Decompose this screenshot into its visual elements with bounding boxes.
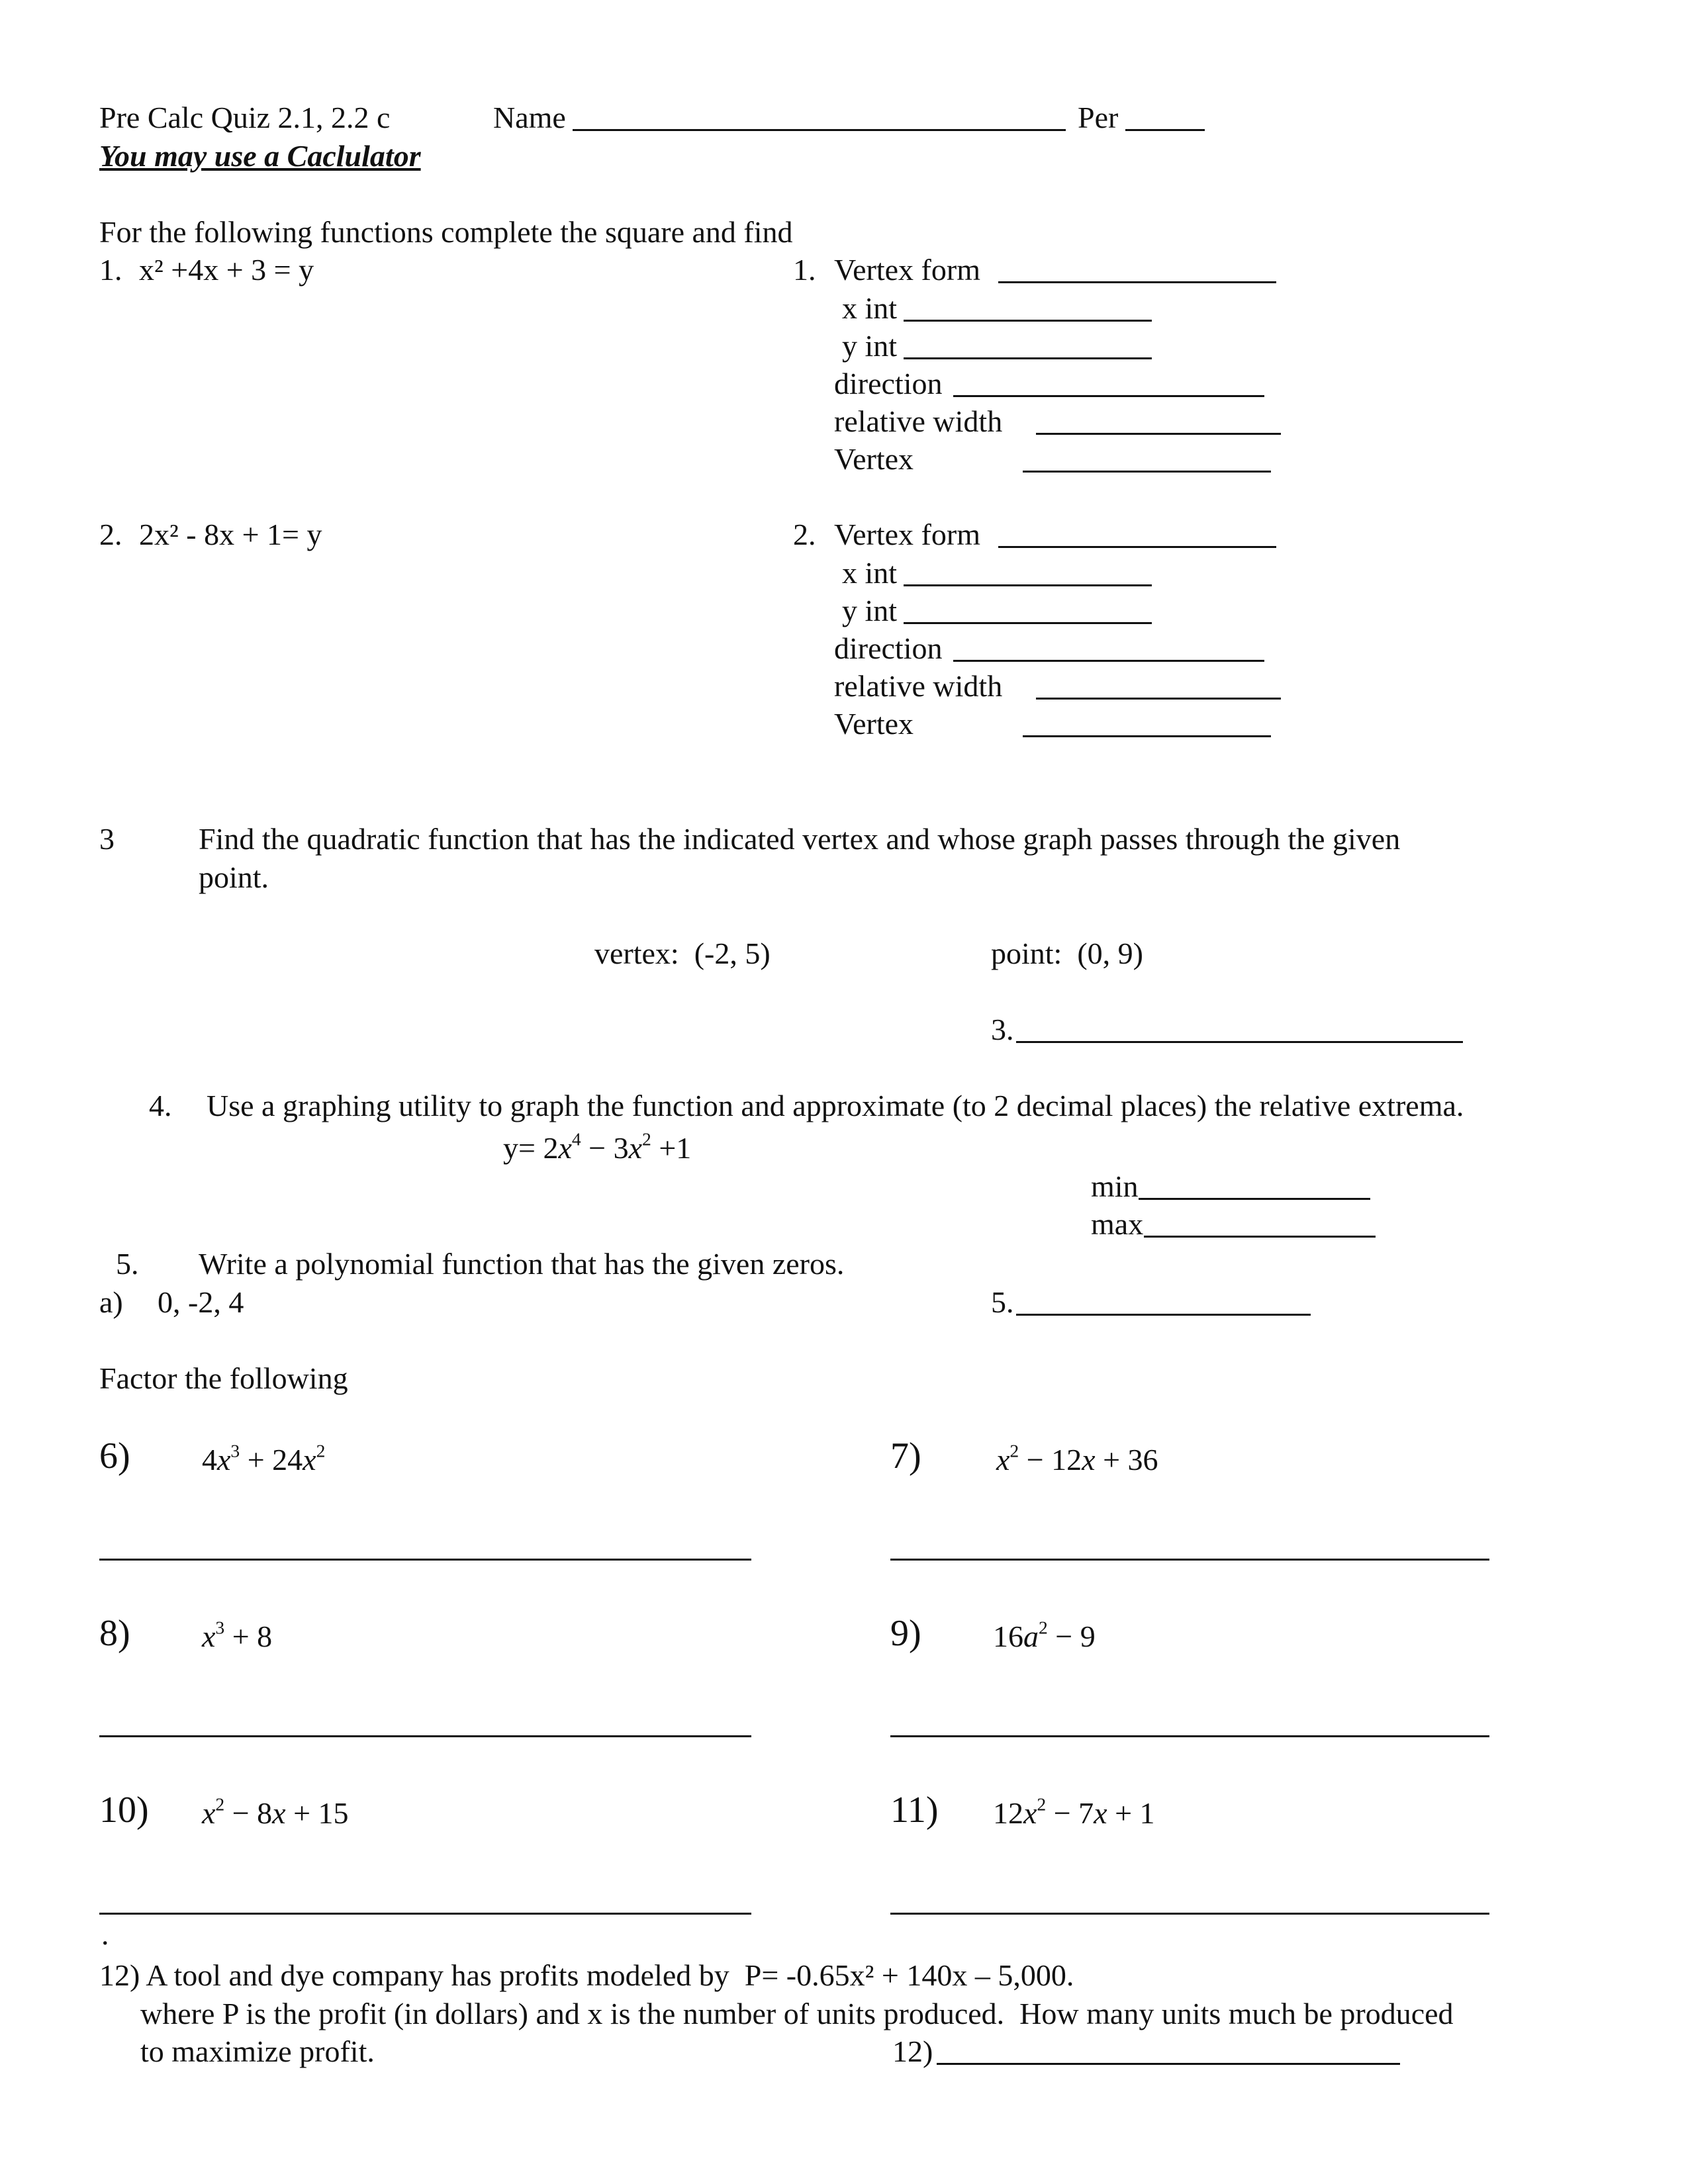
a2-direction-field[interactable] [953, 660, 1264, 662]
q8-expression: $x^3 + 8$ [202, 1617, 273, 1653]
calculator-note: You may use a Caclulator [99, 139, 421, 173]
q7-number: 7) [890, 1435, 921, 1477]
a2-relative-width-field[interactable] [1036, 698, 1281, 700]
a2-vertex-label: Vertex [834, 707, 914, 741]
q9-number: 9) [890, 1613, 921, 1654]
q3-number: 3 [99, 822, 115, 856]
name-field[interactable] [573, 129, 1066, 131]
q5-number: 5. [116, 1247, 139, 1281]
q4-min-field[interactable] [1139, 1198, 1370, 1200]
name-label: Name [493, 101, 566, 134]
a1-y-int-field[interactable] [904, 357, 1152, 359]
a1-direction-field[interactable] [953, 395, 1264, 397]
q3-text-line1: Find the quadratic function that has the indicated vertex and whose graph passes through the given [199, 822, 1401, 856]
q9-expression: $16a^2 - 9$ [993, 1617, 1096, 1653]
q4-max-field[interactable] [1144, 1236, 1376, 1238]
q2-number: 2. [99, 518, 122, 551]
q4-text: Use a graphing utility to graph the function and approximate (to 2 decimal places) the relative extrema. [207, 1089, 1464, 1122]
a1-number: 1. [793, 253, 816, 287]
a1-vertex-form-label: Vertex form [834, 253, 980, 287]
q1-equation: x² +4x + 3 = y [139, 253, 314, 287]
q10-answer-field[interactable] [99, 1913, 751, 1915]
a2-y-int-label: y int [842, 594, 898, 627]
q10-number: 10) [99, 1790, 149, 1831]
a2-vertex-field[interactable] [1023, 735, 1271, 737]
q2-equation: 2x² - 8x + 1= y [139, 518, 322, 551]
q8-number: 8) [99, 1613, 130, 1654]
q6-expression: $4x^3 + 24x^2$ [202, 1440, 326, 1477]
q6-answer-field[interactable] [99, 1559, 751, 1561]
q6-number: 6) [99, 1435, 130, 1477]
q12-line1: 12) A tool and dye company has profits modeled by P= -0.65x² + 140x – 5,000. [99, 1958, 1074, 1992]
period-label: Per [1078, 101, 1119, 134]
q4-number: 4. [149, 1089, 172, 1122]
q4-min-label: min [1091, 1169, 1139, 1203]
q8-answer-field[interactable] [99, 1735, 751, 1737]
a2-y-int-field[interactable] [904, 622, 1152, 624]
q4-max-label: max [1091, 1207, 1144, 1241]
quiz-title: Pre Calc Quiz 2.1, 2.2 c [99, 101, 391, 134]
a2-number: 2. [793, 518, 816, 551]
a1-x-int-field[interactable] [904, 320, 1152, 322]
q11-answer-field[interactable] [890, 1913, 1489, 1915]
a1-y-int-label: y int [842, 329, 898, 363]
q12-line2: where P is the profit (in dollars) and x is the number of units produced. How many units much be produced [140, 1997, 1454, 2030]
q5-part-a: a) [99, 1285, 123, 1319]
q5-answer-field[interactable] [1016, 1314, 1311, 1316]
a2-x-int-field[interactable] [904, 584, 1152, 586]
a1-vertex-label: Vertex [834, 442, 914, 476]
q11-number: 11) [890, 1790, 939, 1831]
factor-heading: Factor the following [99, 1361, 348, 1395]
a1-relative-width-label: relative width [834, 404, 1003, 438]
period-field[interactable] [1125, 129, 1205, 131]
q5-text: Write a polynomial function that has the given zeros. [199, 1247, 845, 1281]
q3-vertex: vertex: (-2, 5) [594, 936, 771, 970]
a1-relative-width-field[interactable] [1036, 433, 1281, 435]
q3-text-line2: point. [199, 860, 269, 894]
q5-zeros: 0, -2, 4 [158, 1285, 244, 1319]
q10-expression: $x^2 - 8x + 15$ [202, 1794, 349, 1830]
q12-answer-label: 12) [892, 2034, 933, 2068]
q11-expression: $12x^2 - 7x + 1$ [993, 1794, 1155, 1830]
q3-answer-field[interactable] [1016, 1041, 1463, 1043]
section-intro: For the following functions complete the square and find [99, 215, 793, 249]
q7-answer-field[interactable] [890, 1559, 1489, 1561]
a2-direction-label: direction [834, 631, 943, 665]
q9-answer-field[interactable] [890, 1735, 1489, 1737]
q5-answer-label: 5. [991, 1285, 1014, 1319]
q4-function: $y= 2x^4 - 3x^2 +1$ [503, 1128, 692, 1165]
a2-x-int-label: x int [842, 556, 898, 590]
stray-dot: . [101, 1917, 109, 1951]
q3-point: point: (0, 9) [991, 936, 1143, 970]
a1-x-int-label: x int [842, 291, 898, 325]
a1-vertex-field[interactable] [1023, 471, 1271, 473]
q3-answer-label: 3. [991, 1013, 1014, 1046]
q12-answer-field[interactable] [937, 2063, 1400, 2065]
q7-expression: $x^2 - 12x + 36$ [996, 1440, 1158, 1477]
a1-direction-label: direction [834, 367, 943, 400]
q12-line3: to maximize profit. [140, 2034, 375, 2068]
q1-number: 1. [99, 253, 122, 287]
a2-relative-width-label: relative width [834, 669, 1003, 703]
a1-vertex-form-field[interactable] [998, 281, 1276, 283]
a2-vertex-form-field[interactable] [998, 546, 1276, 548]
a2-vertex-form-label: Vertex form [834, 518, 980, 551]
